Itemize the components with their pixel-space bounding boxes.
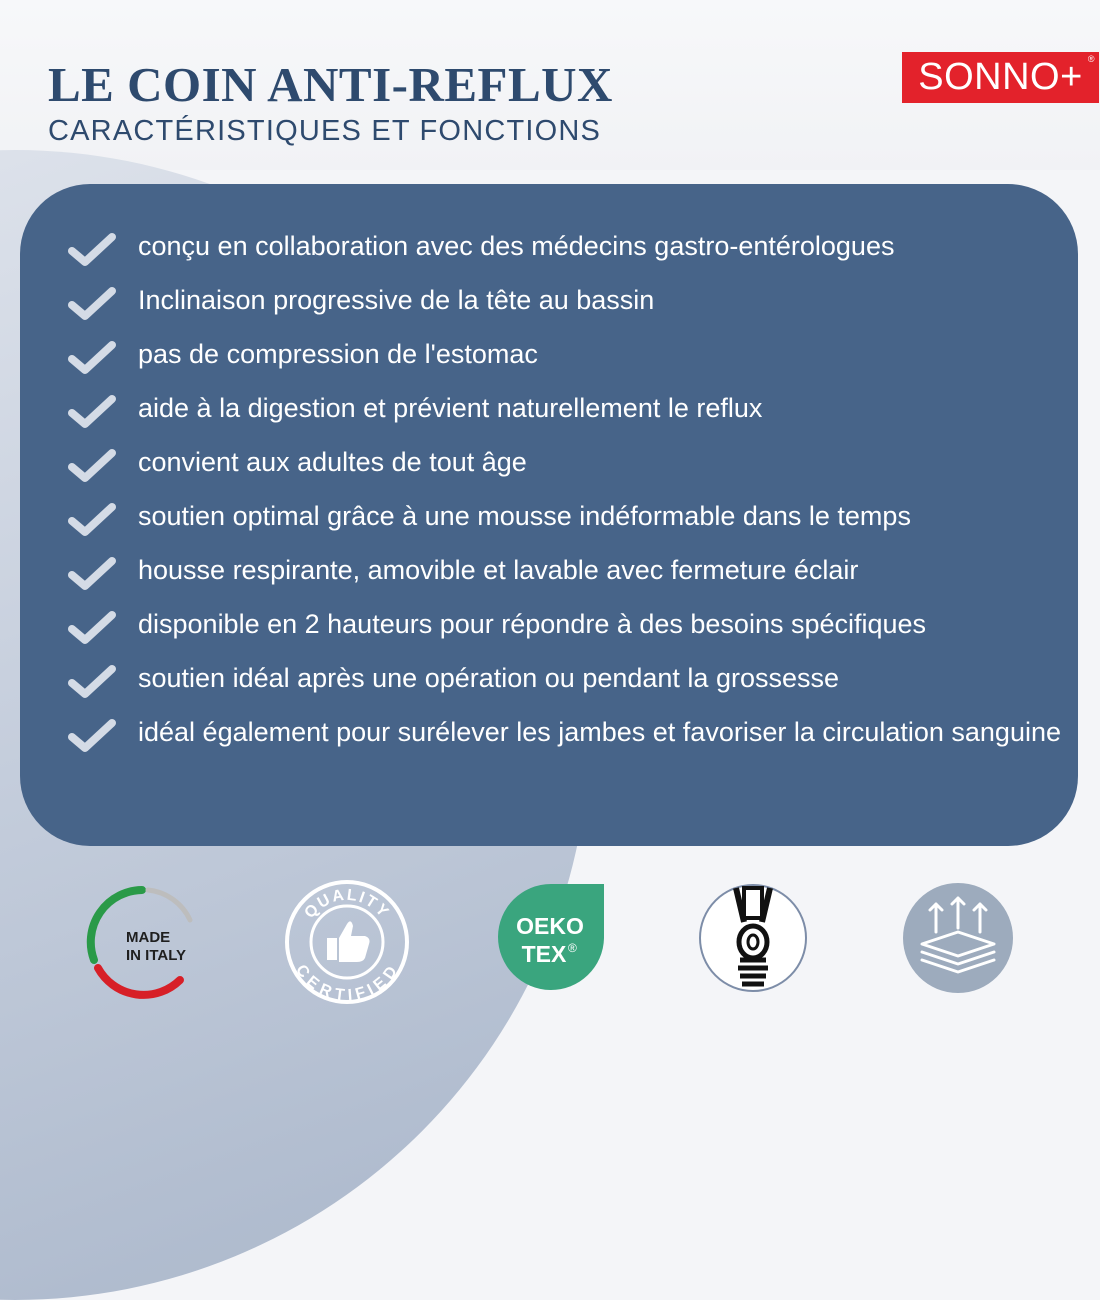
check-icon: [68, 447, 116, 483]
page-subtitle: CARACTÉRISTIQUES ET FONCTIONS: [48, 115, 602, 147]
quality-bottom-text: CERTIFIED: [292, 961, 402, 1005]
feature-text: disponible en 2 hauteurs pour répondre à des besoins spécifiques: [138, 609, 927, 639]
made-in-italy-line1: MADE: [126, 929, 171, 946]
quality-certified-badge: [283, 878, 411, 1006]
oeko-tex-badge: [496, 882, 606, 994]
check-icon: [68, 393, 116, 429]
check-icon: [68, 285, 116, 321]
feature-text: soutien optimal grâce à une mousse indéformable dans le temps: [138, 501, 911, 531]
brand-logo: [902, 52, 1099, 103]
check-icon: [68, 501, 116, 537]
oeko-registered: ®: [568, 941, 577, 955]
feature-text: idéal également pour surélever les jambes et favoriser la circulation sanguine: [138, 717, 1061, 747]
feature-text: housse respirante, amovible et lavable avec fermeture éclair: [138, 555, 859, 585]
made-in-italy-line2: IN ITALY: [126, 947, 187, 964]
check-icon: [68, 717, 116, 753]
svg-text:CERTIFIED: [292, 962, 402, 1004]
brand-logo-registered: ®: [1087, 54, 1095, 64]
brand-logo-text: SONNO+: [918, 56, 1083, 98]
feature-text: aide à la digestion et prévient naturellement le reflux: [138, 393, 763, 423]
features-panel: [20, 184, 1078, 846]
feature-text: convient aux adultes de tout âge: [138, 447, 527, 477]
page-title: LE COIN ANTI-REFLUX: [48, 57, 613, 112]
check-icon: [68, 663, 116, 699]
zipper-icon: [698, 882, 808, 994]
feature-text: soutien idéal après une opération ou pendant la grossesse: [138, 663, 839, 693]
feature-text: conçu en collaboration avec des médecins gastro-entérologues: [138, 231, 895, 261]
oeko-line1: OEKO: [516, 913, 584, 939]
check-icon: [68, 231, 116, 267]
certification-badges: [0, 870, 1100, 1030]
made-in-italy-icon: [80, 880, 205, 1005]
thumbs-up-icon: [327, 921, 370, 962]
check-icon: [68, 609, 116, 645]
breathable-layers-icon: [902, 882, 1014, 994]
feature-text: Inclinaison progressive de la tête au bassin: [138, 285, 655, 315]
quality-top-text: QUALITY: [301, 886, 393, 922]
oeko-line2: TEX: [521, 941, 567, 967]
check-icon: [68, 555, 116, 591]
feature-text: pas de compression de l'estomac: [138, 339, 538, 369]
check-icon: [68, 339, 116, 375]
